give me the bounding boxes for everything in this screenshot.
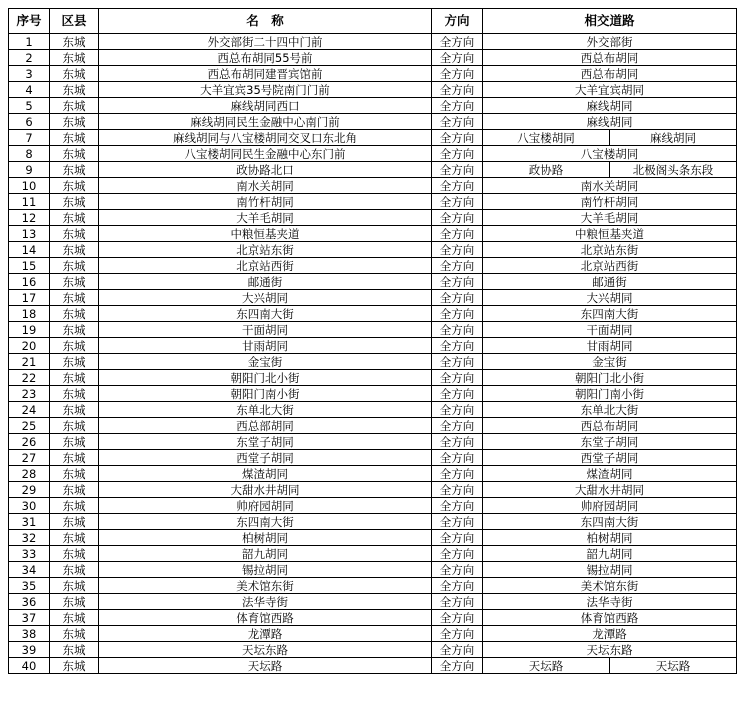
row-name: 甘雨胡同 xyxy=(99,338,432,354)
row-name: 麻线胡同西口 xyxy=(99,98,432,114)
row-district: 东城 xyxy=(50,434,99,450)
table-row xyxy=(9,194,737,210)
row-district: 东城 xyxy=(50,546,99,562)
row-direction: 全方向 xyxy=(432,354,483,370)
row-cross-road: 东单北大街 xyxy=(483,402,737,418)
row-direction: 全方向 xyxy=(432,610,483,626)
row-district: 东城 xyxy=(50,338,99,354)
table-row xyxy=(9,130,737,146)
row-index: 29 xyxy=(9,482,50,498)
row-name: 朝阳门北小街 xyxy=(99,370,432,386)
row-index: 6 xyxy=(9,114,50,130)
row-name: 中粮恒基夹道 xyxy=(99,226,432,242)
row-cross-road: 八宝楼胡同 xyxy=(483,146,737,162)
row-cross-road: 大羊毛胡同 xyxy=(483,210,737,226)
table-body xyxy=(9,34,737,674)
row-cross-road: 煤渣胡同 xyxy=(483,466,737,482)
table-row xyxy=(9,354,737,370)
row-index: 31 xyxy=(9,514,50,530)
row-district: 东城 xyxy=(50,290,99,306)
row-district: 东城 xyxy=(50,386,99,402)
row-name: 政协路北口 xyxy=(99,162,432,178)
row-direction: 全方向 xyxy=(432,450,483,466)
row-index: 12 xyxy=(9,210,50,226)
table-row xyxy=(9,386,737,402)
row-name: 帅府园胡同 xyxy=(99,498,432,514)
row-direction: 全方向 xyxy=(432,146,483,162)
row-name: 大兴胡同 xyxy=(99,290,432,306)
table-row xyxy=(9,498,737,514)
row-index: 3 xyxy=(9,66,50,82)
header-row xyxy=(9,9,737,34)
row-name: 麻线胡同民生金融中心南门前 xyxy=(99,114,432,130)
row-district: 东城 xyxy=(50,82,99,98)
row-cross-road: 西总布胡同 xyxy=(483,50,737,66)
row-cross-road: 柏树胡同 xyxy=(483,530,737,546)
header-district: 区县 xyxy=(50,9,99,34)
row-cross-road: 朝阳门南小街 xyxy=(483,386,737,402)
row-cross-road: 西堂子胡同 xyxy=(483,450,737,466)
table-row xyxy=(9,34,737,50)
row-index: 28 xyxy=(9,466,50,482)
row-direction: 全方向 xyxy=(432,402,483,418)
row-index: 1 xyxy=(9,34,50,50)
row-index: 40 xyxy=(9,658,50,674)
row-cross-road: 西总布胡同 xyxy=(483,66,737,82)
row-index: 21 xyxy=(9,354,50,370)
row-direction: 全方向 xyxy=(432,34,483,50)
row-direction: 全方向 xyxy=(432,434,483,450)
row-direction: 全方向 xyxy=(432,306,483,322)
row-direction: 全方向 xyxy=(432,258,483,274)
row-direction: 全方向 xyxy=(432,130,483,146)
row-district: 东城 xyxy=(50,594,99,610)
row-name: 天坛路 xyxy=(99,658,432,674)
row-cross-road: 南水关胡同 xyxy=(483,178,737,194)
row-direction: 全方向 xyxy=(432,658,483,674)
row-direction: 全方向 xyxy=(432,66,483,82)
row-direction: 全方向 xyxy=(432,578,483,594)
table-row xyxy=(9,210,737,226)
row-name: 大甜水井胡同 xyxy=(99,482,432,498)
table-row xyxy=(9,322,737,338)
row-district: 东城 xyxy=(50,98,99,114)
row-name: 朝阳门南小街 xyxy=(99,386,432,402)
row-direction: 全方向 xyxy=(432,626,483,642)
table-row xyxy=(9,50,737,66)
row-cross-road: 北京站西街 xyxy=(483,258,737,274)
row-district: 东城 xyxy=(50,178,99,194)
row-direction: 全方向 xyxy=(432,466,483,482)
row-district: 东城 xyxy=(50,530,99,546)
row-cross-road-2: 麻线胡同 xyxy=(610,130,737,146)
row-index: 11 xyxy=(9,194,50,210)
row-cross-road: 大甜水井胡同 xyxy=(483,482,737,498)
row-index: 5 xyxy=(9,98,50,114)
row-district: 东城 xyxy=(50,370,99,386)
row-district: 东城 xyxy=(50,226,99,242)
row-name: 西总布胡同建晋宾馆前 xyxy=(99,66,432,82)
row-index: 22 xyxy=(9,370,50,386)
row-direction: 全方向 xyxy=(432,210,483,226)
header-cross-road: 相交道路 xyxy=(483,9,737,34)
row-name: 锡拉胡同 xyxy=(99,562,432,578)
table-row xyxy=(9,450,737,466)
table-row xyxy=(9,434,737,450)
row-index: 26 xyxy=(9,434,50,450)
table-row xyxy=(9,162,737,178)
table-row xyxy=(9,290,737,306)
table-row xyxy=(9,66,737,82)
row-direction: 全方向 xyxy=(432,98,483,114)
row-district: 东城 xyxy=(50,210,99,226)
row-name: 外交部街二十四中门前 xyxy=(99,34,432,50)
row-index: 20 xyxy=(9,338,50,354)
row-index: 39 xyxy=(9,642,50,658)
row-cross-road-2: 天坛路 xyxy=(610,658,737,674)
row-index: 14 xyxy=(9,242,50,258)
table-row xyxy=(9,418,737,434)
table-row xyxy=(9,466,737,482)
table-row xyxy=(9,642,737,658)
row-district: 东城 xyxy=(50,482,99,498)
row-name: 西总布胡同55号前 xyxy=(99,50,432,66)
table-row xyxy=(9,82,737,98)
row-district: 东城 xyxy=(50,274,99,290)
row-district: 东城 xyxy=(50,130,99,146)
row-cross-road: 龙潭路 xyxy=(483,626,737,642)
row-direction: 全方向 xyxy=(432,418,483,434)
row-direction: 全方向 xyxy=(432,194,483,210)
row-district: 东城 xyxy=(50,514,99,530)
row-name: 南水关胡同 xyxy=(99,178,432,194)
row-cross-road: 外交部街 xyxy=(483,34,737,50)
table-row xyxy=(9,402,737,418)
row-index: 8 xyxy=(9,146,50,162)
row-direction: 全方向 xyxy=(432,514,483,530)
row-name: 龙潭路 xyxy=(99,626,432,642)
row-district: 东城 xyxy=(50,562,99,578)
row-direction: 全方向 xyxy=(432,290,483,306)
row-cross-road: 北京站东街 xyxy=(483,242,737,258)
row-index: 2 xyxy=(9,50,50,66)
row-district: 东城 xyxy=(50,50,99,66)
row-index: 15 xyxy=(9,258,50,274)
row-index: 16 xyxy=(9,274,50,290)
row-district: 东城 xyxy=(50,642,99,658)
table-row xyxy=(9,626,737,642)
row-direction: 全方向 xyxy=(432,82,483,98)
row-name: 柏树胡同 xyxy=(99,530,432,546)
row-district: 东城 xyxy=(50,402,99,418)
row-index: 25 xyxy=(9,418,50,434)
row-district: 东城 xyxy=(50,354,99,370)
row-cross-road: 东四南大街 xyxy=(483,306,737,322)
header-index: 序号 xyxy=(9,9,50,34)
row-name: 北京站东街 xyxy=(99,242,432,258)
row-district: 东城 xyxy=(50,578,99,594)
row-index: 7 xyxy=(9,130,50,146)
row-direction: 全方向 xyxy=(432,338,483,354)
row-index: 34 xyxy=(9,562,50,578)
table-row xyxy=(9,370,737,386)
row-cross-road: 美术馆东街 xyxy=(483,578,737,594)
row-name: 美术馆东街 xyxy=(99,578,432,594)
row-direction: 全方向 xyxy=(432,50,483,66)
row-index: 4 xyxy=(9,82,50,98)
table-row xyxy=(9,114,737,130)
row-direction: 全方向 xyxy=(432,322,483,338)
table-row xyxy=(9,530,737,546)
row-index: 30 xyxy=(9,498,50,514)
row-cross-road: 南竹杆胡同 xyxy=(483,194,737,210)
row-direction: 全方向 xyxy=(432,386,483,402)
row-index: 37 xyxy=(9,610,50,626)
row-cross-road: 干面胡同 xyxy=(483,322,737,338)
row-index: 18 xyxy=(9,306,50,322)
row-index: 10 xyxy=(9,178,50,194)
row-index: 24 xyxy=(9,402,50,418)
row-cross-road: 大羊宜宾胡同 xyxy=(483,82,737,98)
table-row xyxy=(9,546,737,562)
row-district: 东城 xyxy=(50,498,99,514)
table-row xyxy=(9,594,737,610)
row-index: 17 xyxy=(9,290,50,306)
row-district: 东城 xyxy=(50,626,99,642)
row-cross-road-2: 北极阁头条东段 xyxy=(610,162,737,178)
intersection-table xyxy=(8,8,737,674)
row-direction: 全方向 xyxy=(432,594,483,610)
row-name: 北京站西街 xyxy=(99,258,432,274)
row-direction: 全方向 xyxy=(432,546,483,562)
row-cross-road: 金宝街 xyxy=(483,354,737,370)
row-name: 大羊毛胡同 xyxy=(99,210,432,226)
row-name: 干面胡同 xyxy=(99,322,432,338)
row-direction: 全方向 xyxy=(432,562,483,578)
table-row xyxy=(9,514,737,530)
row-name: 天坛东路 xyxy=(99,642,432,658)
row-name: 韶九胡同 xyxy=(99,546,432,562)
row-district: 东城 xyxy=(50,242,99,258)
row-cross-road: 麻线胡同 xyxy=(483,114,737,130)
header-direction: 方向 xyxy=(432,9,483,34)
row-cross-road: 麻线胡同 xyxy=(483,98,737,114)
table-row xyxy=(9,274,737,290)
row-district: 东城 xyxy=(50,610,99,626)
row-index: 35 xyxy=(9,578,50,594)
row-cross-road: 帅府园胡同 xyxy=(483,498,737,514)
row-district: 东城 xyxy=(50,306,99,322)
row-cross-road: 甘雨胡同 xyxy=(483,338,737,354)
row-cross-road-1: 八宝楼胡同 xyxy=(483,130,610,146)
row-index: 36 xyxy=(9,594,50,610)
row-direction: 全方向 xyxy=(432,114,483,130)
row-name: 八宝楼胡同民生金融中心东门前 xyxy=(99,146,432,162)
table-row xyxy=(9,226,737,242)
row-index: 23 xyxy=(9,386,50,402)
row-index: 38 xyxy=(9,626,50,642)
table-row xyxy=(9,146,737,162)
table-row xyxy=(9,258,737,274)
table-row xyxy=(9,338,737,354)
row-direction: 全方向 xyxy=(432,498,483,514)
row-direction: 全方向 xyxy=(432,370,483,386)
row-district: 东城 xyxy=(50,450,99,466)
row-district: 东城 xyxy=(50,66,99,82)
row-direction: 全方向 xyxy=(432,242,483,258)
table-row xyxy=(9,562,737,578)
row-index: 9 xyxy=(9,162,50,178)
row-name: 南竹杆胡同 xyxy=(99,194,432,210)
row-district: 东城 xyxy=(50,322,99,338)
row-name: 西总部胡同 xyxy=(99,418,432,434)
row-district: 东城 xyxy=(50,658,99,674)
row-index: 33 xyxy=(9,546,50,562)
row-cross-road: 西总布胡同 xyxy=(483,418,737,434)
row-cross-road: 东四南大街 xyxy=(483,514,737,530)
row-cross-road: 朝阳门北小街 xyxy=(483,370,737,386)
row-district: 东城 xyxy=(50,466,99,482)
row-index: 13 xyxy=(9,226,50,242)
table-row xyxy=(9,610,737,626)
row-cross-road: 锡拉胡同 xyxy=(483,562,737,578)
row-name: 东堂子胡同 xyxy=(99,434,432,450)
row-name: 体育馆西路 xyxy=(99,610,432,626)
row-name: 麻线胡同与八宝楼胡同交叉口东北角 xyxy=(99,130,432,146)
table-row xyxy=(9,98,737,114)
row-name: 东四南大街 xyxy=(99,306,432,322)
row-cross-road-1: 政协路 xyxy=(483,162,610,178)
row-district: 东城 xyxy=(50,34,99,50)
row-direction: 全方向 xyxy=(432,482,483,498)
row-name: 金宝街 xyxy=(99,354,432,370)
row-name: 东单北大街 xyxy=(99,402,432,418)
row-district: 东城 xyxy=(50,162,99,178)
row-district: 东城 xyxy=(50,194,99,210)
row-cross-road: 邮通街 xyxy=(483,274,737,290)
table-row xyxy=(9,482,737,498)
row-name: 东四南大街 xyxy=(99,514,432,530)
row-cross-road: 中粮恒基夹道 xyxy=(483,226,737,242)
row-cross-road-1: 天坛路 xyxy=(483,658,610,674)
row-name: 法华寺街 xyxy=(99,594,432,610)
row-district: 东城 xyxy=(50,114,99,130)
row-name: 西堂子胡同 xyxy=(99,450,432,466)
row-cross-road: 法华寺街 xyxy=(483,594,737,610)
row-name: 大羊宜宾35号院南门门前 xyxy=(99,82,432,98)
header-name: 名 称 xyxy=(99,9,432,34)
row-cross-road: 体育馆西路 xyxy=(483,610,737,626)
row-direction: 全方向 xyxy=(432,530,483,546)
table-row xyxy=(9,306,737,322)
row-index: 32 xyxy=(9,530,50,546)
table-row xyxy=(9,658,737,674)
row-district: 东城 xyxy=(50,146,99,162)
row-cross-road: 东堂子胡同 xyxy=(483,434,737,450)
row-direction: 全方向 xyxy=(432,178,483,194)
row-name: 邮通街 xyxy=(99,274,432,290)
row-index: 19 xyxy=(9,322,50,338)
row-district: 东城 xyxy=(50,258,99,274)
row-index: 27 xyxy=(9,450,50,466)
row-cross-road: 大兴胡同 xyxy=(483,290,737,306)
row-direction: 全方向 xyxy=(432,642,483,658)
table-row xyxy=(9,242,737,258)
row-cross-road: 韶九胡同 xyxy=(483,546,737,562)
row-name: 煤渣胡同 xyxy=(99,466,432,482)
row-direction: 全方向 xyxy=(432,274,483,290)
row-district: 东城 xyxy=(50,418,99,434)
row-direction: 全方向 xyxy=(432,162,483,178)
table-row xyxy=(9,578,737,594)
row-cross-road: 天坛东路 xyxy=(483,642,737,658)
row-direction: 全方向 xyxy=(432,226,483,242)
table-row xyxy=(9,178,737,194)
